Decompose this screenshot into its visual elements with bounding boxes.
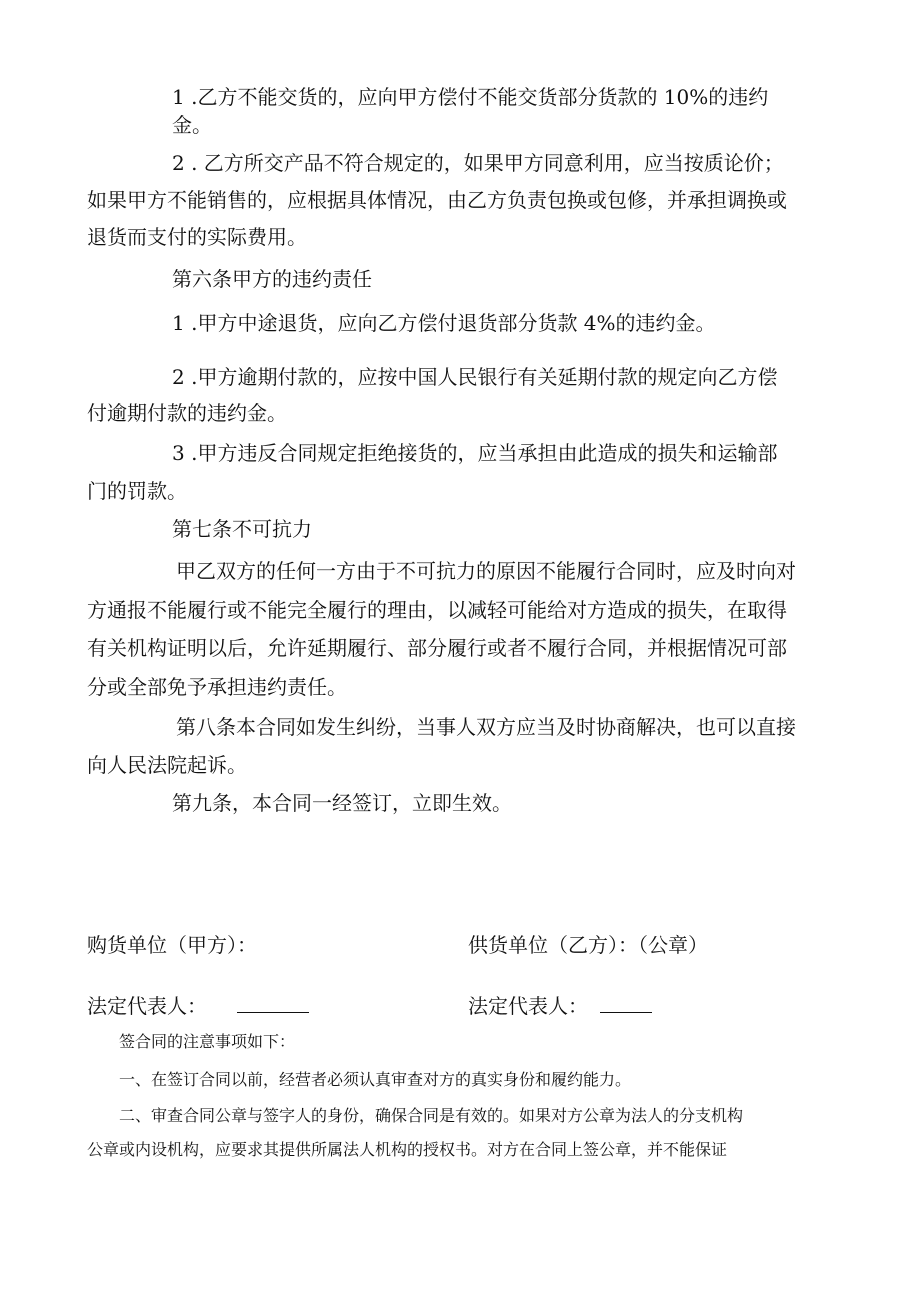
clause-line: 金。 xyxy=(172,113,212,137)
clause-line: 退货而支付的实际费用。 xyxy=(87,225,307,249)
clause-line: 第九条，本合同一经签订，立即生效。 xyxy=(172,791,512,815)
seller-rep-label: 法定代表人： xyxy=(468,994,588,1018)
clause-line: 甲乙双方的任何一方由于不可抗力的原因不能履行合同时，应及时向对 xyxy=(176,559,796,583)
article-heading: 第七条不可抗力 xyxy=(172,517,312,541)
clause-line: 方通报不能履行或不能完全履行的理由，以减轻可能给对方造成的损失，在取得 xyxy=(87,598,787,622)
clause-line: 2 . 乙方所交产品不符合规定的，如果甲方同意利用，应当按质论价； xyxy=(172,151,784,175)
clause-line: 3 .甲方违反合同规定拒绝接货的，应当承担由此造成的损失和运输部 xyxy=(172,441,778,465)
seller-rep-blank xyxy=(600,994,652,1013)
clause-line: 如果甲方不能销售的，应根据具体情况，由乙方负责包换或包修，并承担调换或 xyxy=(87,188,787,212)
buyer-rep-label: 法定代表人： xyxy=(87,994,207,1018)
seller-rep-row xyxy=(468,991,652,1021)
article-heading: 第六条甲方的违约责任 xyxy=(172,267,372,291)
clause-line: 向人民法院起诉。 xyxy=(87,753,247,777)
notes-item: 一、在签订合同以前，经营者必须认真审查对方的真实身份和履约能力。 xyxy=(119,1070,632,1089)
clause-line: 分或全部免予承担违约责任。 xyxy=(87,675,347,699)
clause-line: 付逾期付款的违约金。 xyxy=(87,401,287,425)
notes-item: 公章或内设机构，应要求其提供所属法人机构的授权书。对方在合同上签公章，并不能保证 xyxy=(87,1140,728,1159)
notes-item: 二、审查合同公章与签字人的身份，确保合同是有效的。如果对方公章为法人的分支机构 xyxy=(119,1106,744,1125)
clause-line: 有关机构证明以后，允许延期履行、部分履行或者不履行合同，并根据情况可部 xyxy=(87,636,787,660)
buyer-label: 购货单位（甲方）： xyxy=(87,933,257,957)
notes-heading: 签合同的注意事项如下： xyxy=(119,1032,296,1051)
seller-label: 供货单位（乙方）：（公章） xyxy=(468,933,708,957)
buyer-rep-row xyxy=(87,991,309,1021)
buyer-rep-blank xyxy=(237,994,309,1013)
clause-line: 门的罚款。 xyxy=(87,479,187,503)
clause-line: 1 .乙方不能交货的，应向甲方偿付不能交货部分货款的 10%的违约 xyxy=(172,85,769,109)
clause-line: 1 .甲方中途退货，应向乙方偿付退货部分货款 4%的违约金。 xyxy=(172,311,716,335)
clause-line: 2 .甲方逾期付款的，应按中国人民银行有关延期付款的规定向乙方偿 xyxy=(172,365,778,389)
clause-line: 第八条本合同如发生纠纷，当事人双方应当及时协商解决，也可以直接 xyxy=(176,715,796,739)
